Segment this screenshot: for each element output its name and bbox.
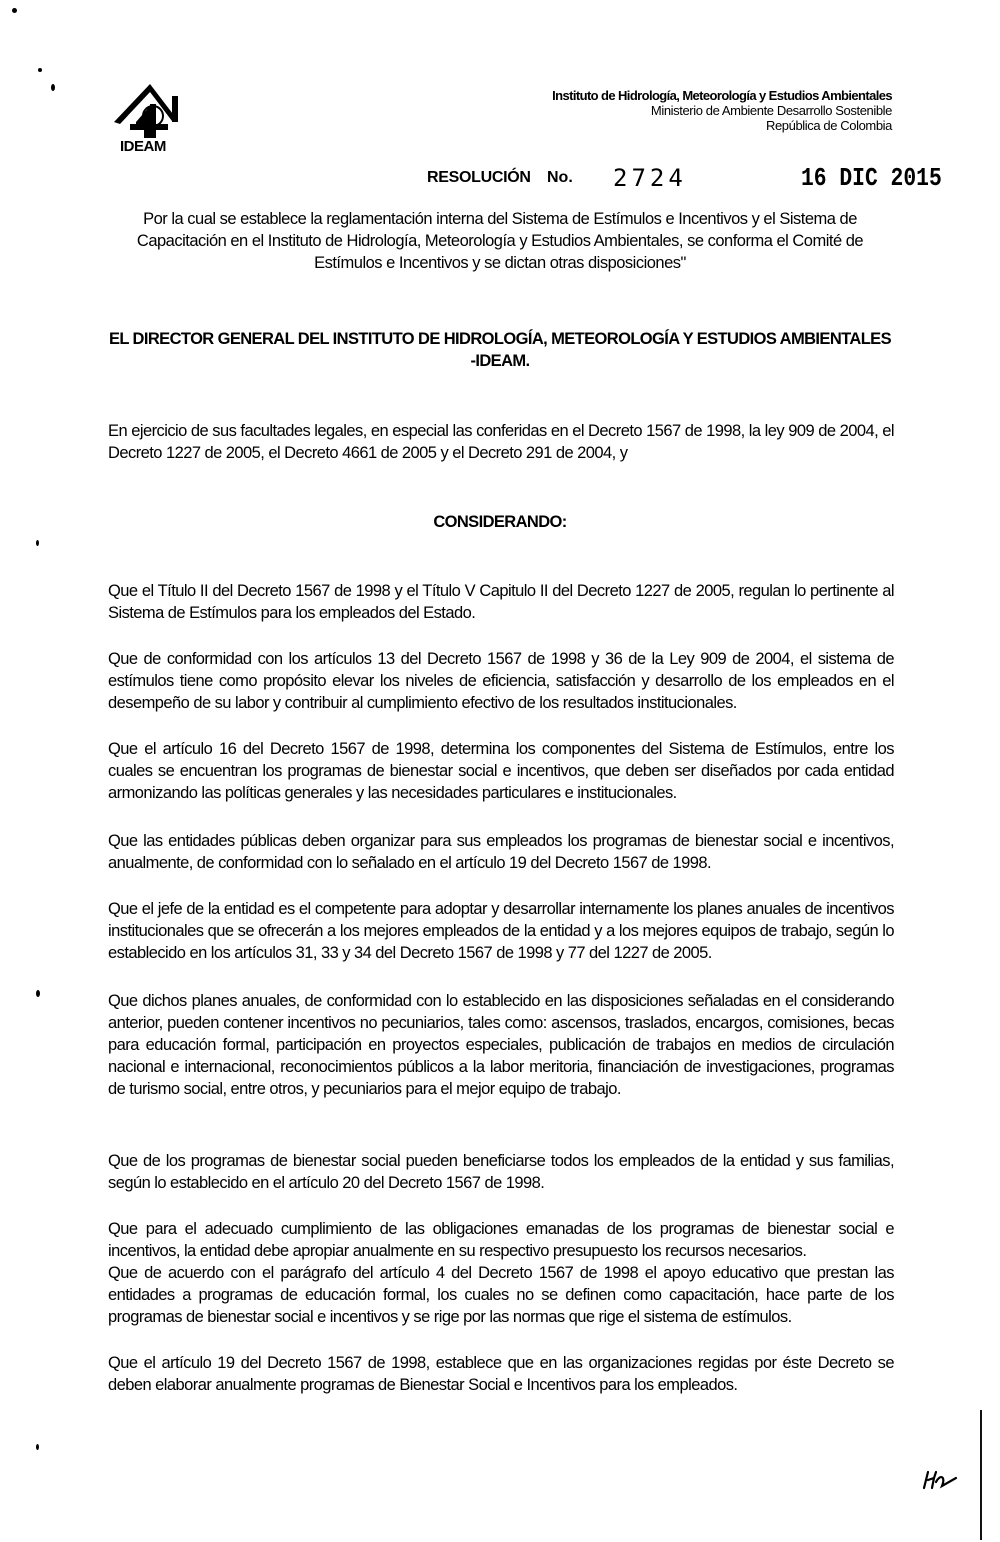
signature-initials-icon <box>920 1468 960 1492</box>
paragraph: Que de los programas de bienestar social pueden beneficiarse todos los empleados de la entidad y sus familias, según lo establecido en el artículo 20 del Decreto 1567 de 1998. <box>108 1152 894 1192</box>
resolution-date: 16 DIC 2015 <box>801 163 942 193</box>
scan-artifact <box>36 990 40 997</box>
paragraph: Que de conformidad con los artículos 13 del Decreto 1567 de 1998 y 36 de la Ley 909 de 2004, el sistema de estímulos tiene como propósito elevar los niveles de eficiencia, satisfacción y desarrollo de los empleados en el desempeño de su labor y contribuir al cumplimiento efectivo de los resultados institucionales. <box>108 650 894 712</box>
scan-artifact <box>36 540 39 546</box>
scan-artifact <box>51 84 55 91</box>
ministry-name: Ministerio de Ambiente Desarrollo Sostenible <box>650 103 892 118</box>
paragraph: Que el artículo 16 del Decreto 1567 de 1998, determina los componentes del Sistema de Estímulos, entre los cuales se encuentran los programas de bienestar social e incentivos, que deben ser diseñados por cada entidad armonizando las políticas generales y las necesidades particulares e institucionales. <box>108 740 894 802</box>
paragraph: Que de acuerdo con el parágrafo del artículo 4 del Decreto 1567 de 1998 el apoyo educativo que prestan las entidades a programas de educación formal, los cuales no se definen como capacitación, hace parte de los programas de bienestar social e incentivos y se rige por las normas que rige el sistema de estímulos. <box>108 1264 894 1326</box>
institution-name: Instituto de Hidrología, Meteorología y Estudios Ambientales <box>552 88 892 103</box>
considerando-heading: CONSIDERANDO: <box>433 513 567 531</box>
paragraph: Que el jefe de la entidad es el competente para adoptar y desarrollar internamente los planes anuales de incentivos institucionales que se ofrecerán a los mejores empleados de la entidad y a los mejores equipos de trabajo, según lo establecido en los artículos 31, 33 y 34 del Decreto 1567 de 1998 y 77 del 1227 de 2005. <box>108 900 894 962</box>
institution-header <box>552 88 892 133</box>
resolution-no-label: No. <box>547 169 573 186</box>
preamble-paragraph: En ejercicio de sus facultades legales, en especial las conferidas en el Decreto 1567 de 1998, la ley 909 de 2004, el Decreto 1227 de 2005, el Decreto 4661 de 2005 y el Decreto 291 de 2004, y <box>108 422 894 462</box>
scan-artifact <box>12 8 17 13</box>
scan-artifact <box>36 1444 39 1450</box>
paragraph: Que el Título II del Decreto 1567 de 1998 y el Título V Capitulo II del Decreto 1227 de 2005, regulan lo pertinente al Sistema de Estímulos para los empleados del Estado. <box>108 582 894 622</box>
logo-text: IDEAM <box>120 138 166 155</box>
paragraph: Que las entidades públicas deben organizar para sus empleados los programas de bienestar social e incentivos, anualmente, de conformidad con lo señalado en el artículo 19 del Decreto 1567 de 1998. <box>108 832 894 872</box>
margin-line <box>980 1410 982 1540</box>
resolution-title: Por la cual se establece la reglamentación interna del Sistema de Estímulos e Incentivos y el Sistema de Capacitación en el Instituto de Hidrología, Meteorología y Estudios Ambientales, se conforma el Comité de Estímulos e Incentivos y se dictan otras disposiciones" <box>136 210 864 272</box>
scan-artifact <box>38 68 42 72</box>
resolution-line <box>427 163 973 193</box>
director-heading: EL DIRECTOR GENERAL DEL INSTITUTO DE HIDROLOGÍA, METEOROLOGÍA Y ESTUDIOS AMBIENTALES -IDEAM. <box>108 330 891 370</box>
resolution-number: 2724 <box>613 164 687 192</box>
resolution-label: RESOLUCIÓN <box>427 169 531 186</box>
paragraph: Que el artículo 19 del Decreto 1567 de 1998, establece que en las organizaciones regidas por éste Decreto se deben elaborar anualmente programas de Bienestar Social e Incentivos para los empleados. <box>108 1354 894 1394</box>
paragraph: Que para el adecuado cumplimiento de las obligaciones emanadas de los programas de bienestar social e incentivos, la entidad debe apropiar anualmente en su respectivo presupuesto los recursos necesarios. <box>108 1220 894 1260</box>
paragraph: Que dichos planes anuales, de conformidad con lo establecido en las disposiciones señaladas en el considerando anterior, pueden contener incentivos no pecuniarios, tales como: ascensos, traslados, encargos, comisiones, becas para educación formal, participación en proyectos especiales, publicación de trabajos en medios de circulación nacional e internacional, reconocimientos públicos a la labor meritoria, financiación de investigaciones, programas de turismo social, entre otros, y pecuniarios para el mejor equipo de trabajo. <box>108 992 894 1098</box>
country-name: República de Colombia <box>765 118 892 133</box>
